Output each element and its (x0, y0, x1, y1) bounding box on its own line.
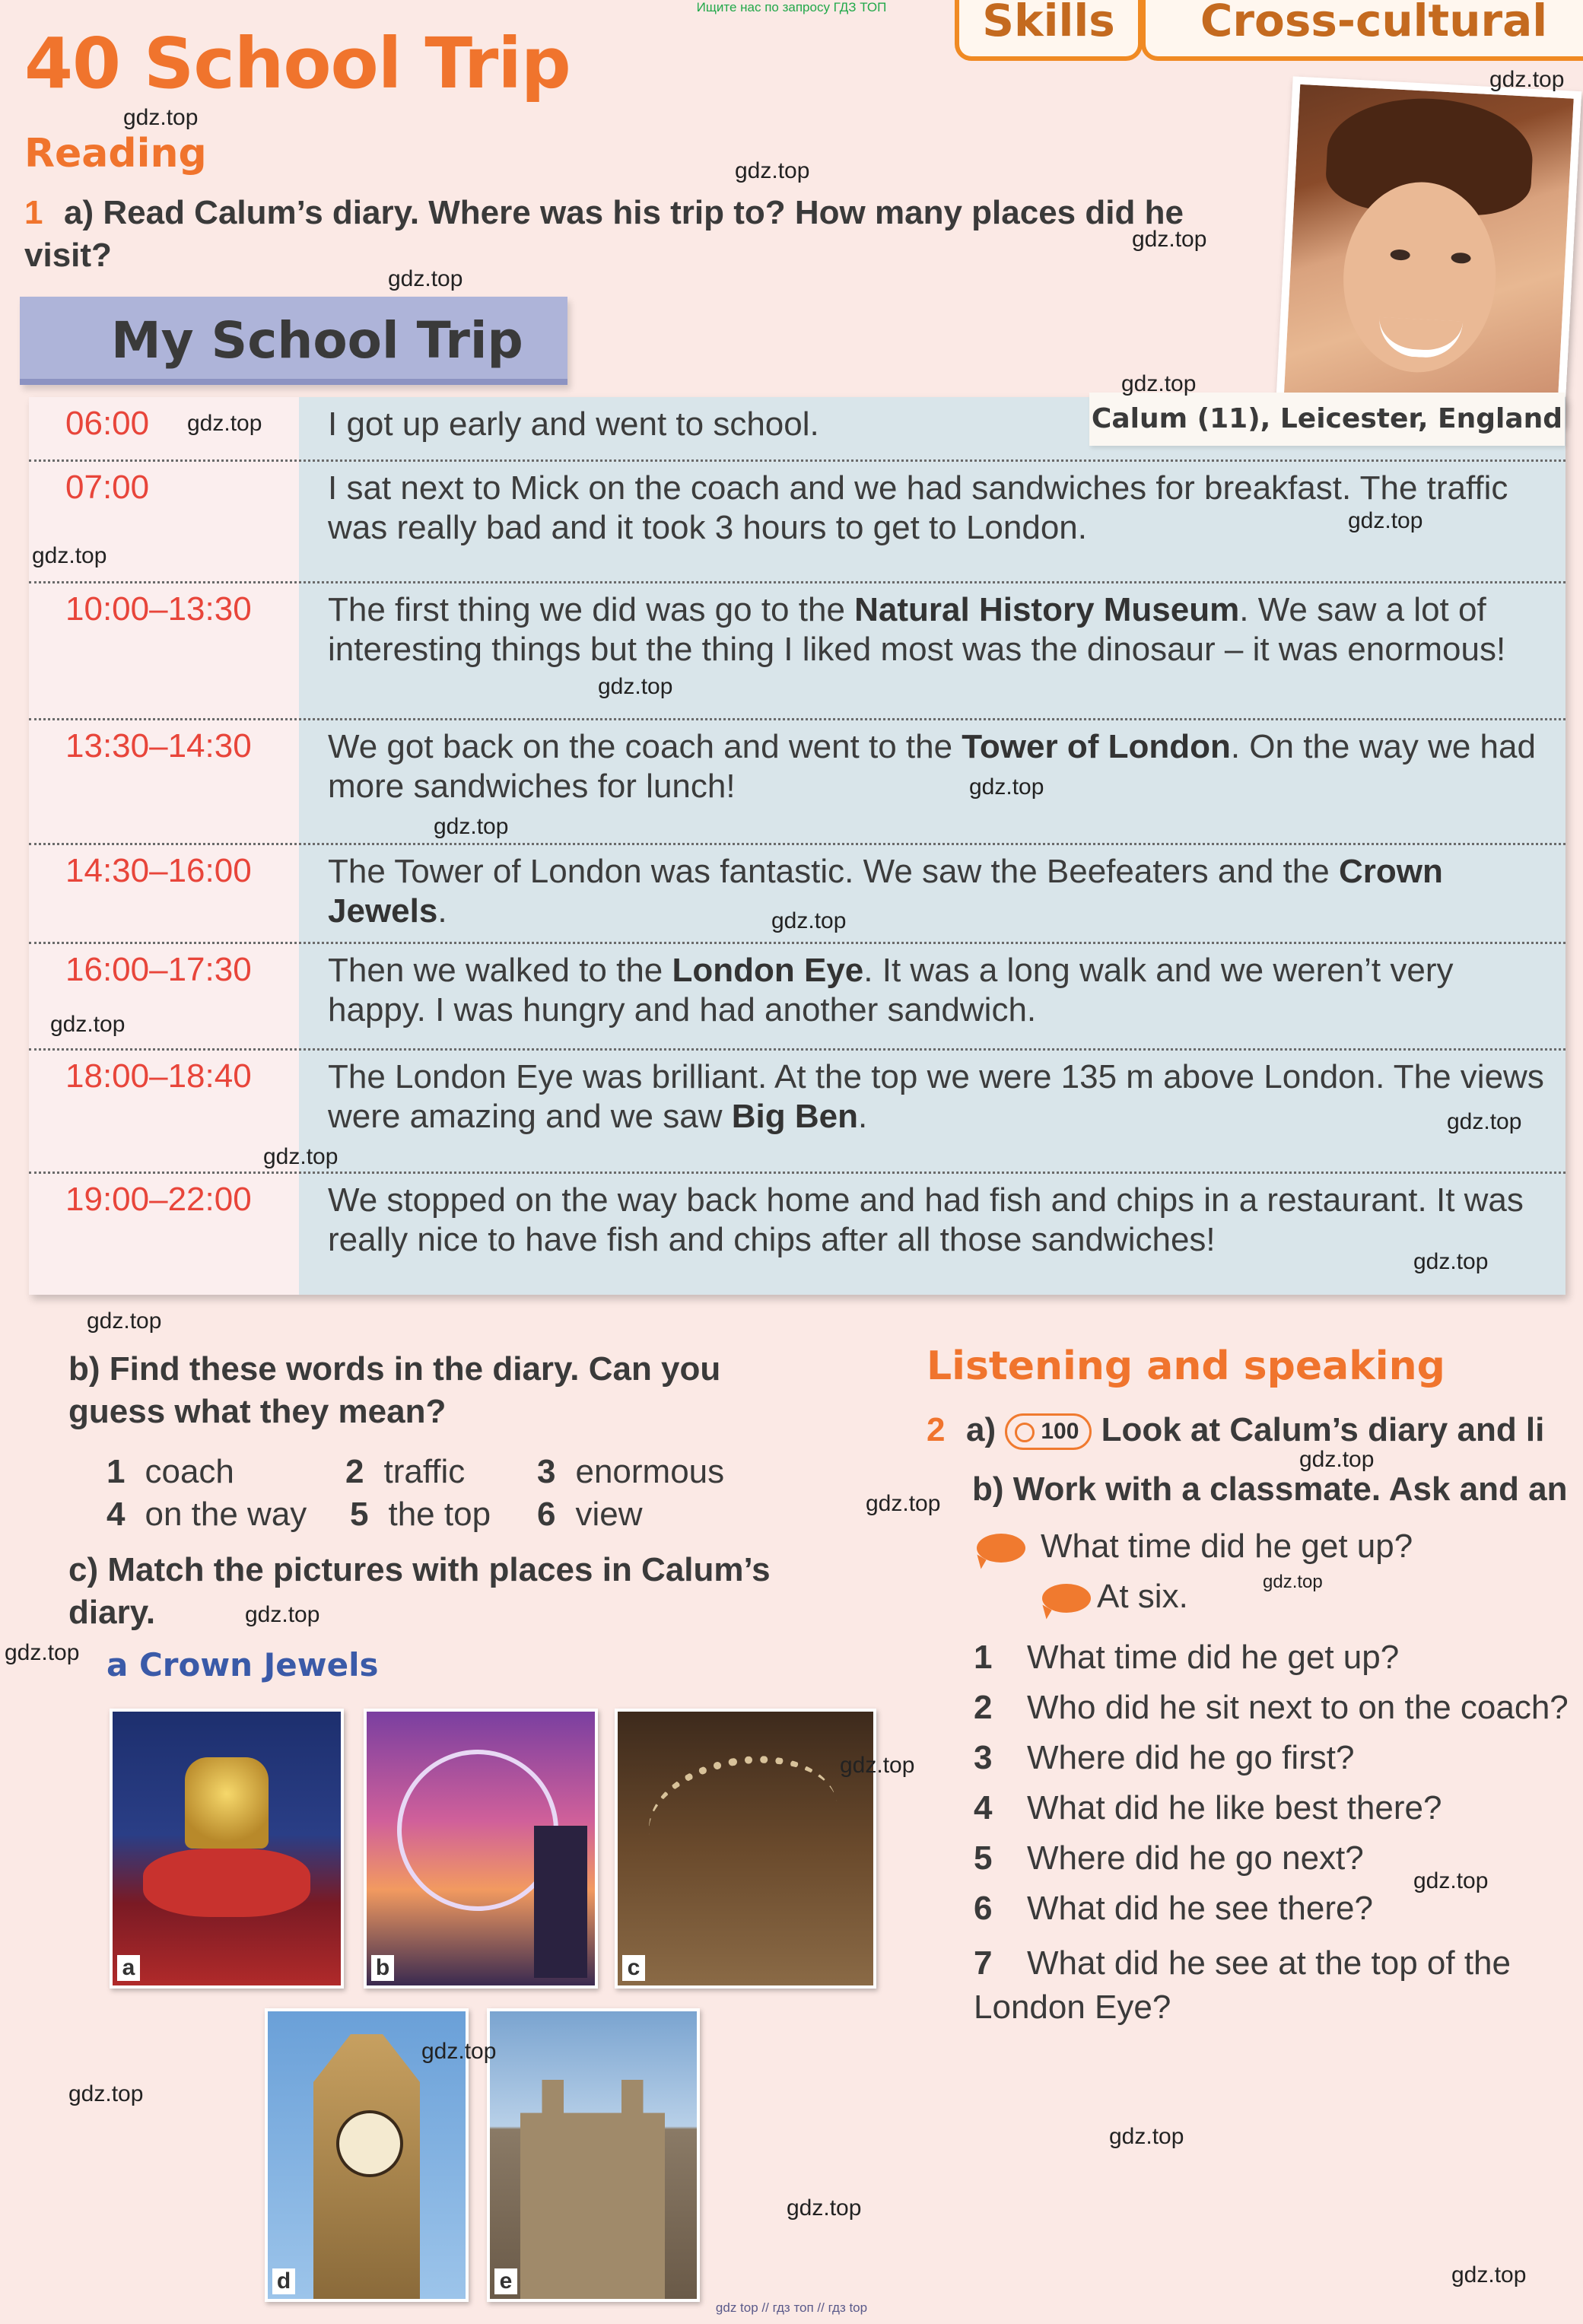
watermark: gdz.top (187, 411, 262, 436)
listening-heading: Listening and speaking (927, 1343, 1445, 1389)
question-text: Look at Calum’s diary and li (1101, 1411, 1545, 1448)
vocab-number: 3 (537, 1453, 556, 1490)
question-text: What did he see there? (1027, 1890, 1373, 1927)
tab-skills[interactable]: Skills (955, 0, 1143, 61)
entry-text: . (437, 892, 447, 930)
watermark: gdz.top (1489, 67, 1565, 92)
diary-time: 07:00 (65, 469, 150, 506)
entry-text: We got back on the coach and went to the (328, 728, 962, 765)
watermark: gdz.top (388, 266, 463, 291)
speaking-question (974, 1739, 1354, 1777)
picture-label: e (494, 2268, 517, 2294)
example-question (977, 1528, 1413, 1566)
question-text: Who did he sit next to on the coach? (1027, 1689, 1569, 1726)
watermark: gdz.top (1413, 1868, 1489, 1893)
top-note[interactable]: Ищите нас по запросу ГДЗ ТОП (696, 0, 887, 14)
question-number: 3 (974, 1739, 993, 1776)
question-2b: b) Work with a classmate. Ask and an (972, 1470, 1568, 1508)
entry-text: . (857, 1098, 868, 1135)
watermark: gdz.top (1109, 2124, 1184, 2149)
diary-entry (328, 852, 1545, 931)
watermark: gdz.top (969, 774, 1044, 800)
question-text: Where did he go first? (1027, 1739, 1355, 1776)
watermark: gdz.top (245, 1602, 320, 1627)
example-reply (1042, 1578, 1188, 1616)
diary-entry (328, 590, 1545, 669)
diary-row (29, 1173, 1566, 1295)
watermark: gdz.top (1348, 508, 1423, 533)
question-number: 2 (927, 1411, 946, 1448)
watermark: gdz.top (87, 1308, 162, 1334)
question-1c: c) Match the pictures with places in Calum’s diary. (68, 1551, 771, 1631)
question-text: What time did he get up? (1027, 1639, 1400, 1676)
question-text: a) Read Calum’s diary. Where was his trip to? How many places did he visit? (24, 194, 1184, 274)
diary-author: Calum (11), Leicester, England (1089, 393, 1565, 446)
clock-icon (336, 2110, 403, 2177)
watermark: gdz.top (1132, 227, 1207, 252)
watermark: gdz.top (787, 2195, 862, 2221)
picture-label: d (272, 2268, 295, 2294)
vocab-item (537, 1453, 765, 1491)
watermark: gdz.top (735, 158, 810, 183)
cd-icon (1015, 1423, 1035, 1442)
diary-time: 10:00–13:30 (65, 590, 252, 628)
entry-text: . We saw a lot of interesting things but the thing I liked most was the dinosaur – it was enormous! (328, 591, 1506, 668)
example-letter: a (106, 1646, 129, 1683)
place-name: Crown Jewels (328, 853, 1443, 930)
diary-entry: I got up early and went to school. (328, 405, 819, 443)
watermark: gdz.top (50, 1012, 126, 1037)
watermark: gdz.top (598, 674, 673, 699)
watermark: gdz.top (123, 105, 199, 130)
entry-text: The London Eye was brilliant. At the top we were 135 m above London. The views were amazing and we saw (328, 1058, 1544, 1135)
question-letter: a) (966, 1411, 997, 1448)
cushion (143, 1849, 310, 1917)
question-number: 5 (974, 1839, 993, 1877)
footer[interactable]: gdz top // гдз топ // гдз top (715, 2300, 868, 2315)
question-number: 7 (974, 1944, 993, 1982)
vocab-number: 5 (350, 1496, 369, 1533)
diary-row (29, 720, 1566, 845)
speaking-question (974, 1941, 1582, 2030)
question-text: What did he like best there? (1027, 1789, 1442, 1826)
example-question-text: What time did he get up? (1041, 1528, 1413, 1565)
entry-text: The first thing we did was go to the (328, 591, 855, 628)
tab-cross-cultural[interactable]: Cross-cultural (1141, 0, 1583, 61)
picture-label: c (622, 1955, 645, 1981)
watermark: gdz.top (1451, 2262, 1527, 2287)
question-1a (24, 192, 1272, 277)
diary-entry (328, 1057, 1545, 1137)
watermark: gdz.top (5, 1640, 80, 1665)
diary-time: 19:00–22:00 (65, 1181, 252, 1218)
vocab-number: 2 (345, 1453, 364, 1490)
speech-bubble-icon (1042, 1584, 1091, 1613)
vocab-number: 4 (106, 1496, 126, 1533)
diary-row (29, 1050, 1566, 1174)
diary-title: My School Trip (20, 297, 567, 385)
picture-label: b (371, 1955, 394, 1981)
entry-text: . On the way we had more sandwiches for lunch! (328, 728, 1536, 805)
audio-track-button[interactable] (1005, 1413, 1092, 1450)
place-name: Big Ben (731, 1098, 858, 1135)
speaking-question (974, 1639, 1399, 1677)
vocab-word: on the way (145, 1496, 307, 1533)
speaking-question (974, 1839, 1364, 1877)
watermark: gdz.top (866, 1491, 941, 1516)
castle-icon (520, 2080, 665, 2300)
picture-crown-jewels[interactable] (110, 1709, 344, 1989)
picture-label: a (117, 1955, 140, 1981)
vocab-item (537, 1496, 765, 1534)
watermark: gdz.top (421, 2039, 497, 2064)
diary-time: 14:30–16:00 (65, 852, 252, 889)
question-2a (927, 1409, 1583, 1451)
entry-text: . It was a long walk and we weren’t very happy. I was hungry and had another sandwich. (328, 952, 1454, 1028)
example-reply-text: At six. (1097, 1578, 1188, 1615)
track-number: 100 (1041, 1419, 1079, 1445)
watermark: gdz.top (1263, 1572, 1323, 1592)
crown-icon (185, 1757, 269, 1849)
vocab-word: enormous (575, 1453, 725, 1490)
entry-text: The Tower of London was fantastic. We saw the Beefeaters and the (328, 853, 1339, 890)
watermark: gdz.top (68, 2081, 144, 2106)
place-name: London Eye (672, 952, 864, 989)
vocab-word: coach (145, 1453, 234, 1490)
question-number: 2 (974, 1689, 993, 1726)
diary-time: 16:00–17:30 (65, 951, 252, 988)
diary-row (29, 461, 1566, 583)
diary-row (29, 583, 1566, 720)
vocab-number: 6 (537, 1496, 556, 1533)
example-text: Crown Jewels (138, 1646, 379, 1683)
vocab-item (106, 1453, 335, 1491)
speaking-question (974, 1890, 1373, 1928)
diary-row (29, 943, 1566, 1051)
speech-bubble-icon (977, 1534, 1025, 1563)
dinosaur-skeleton-icon (639, 1742, 847, 1895)
speaking-question (974, 1689, 1569, 1727)
question-number: 6 (974, 1890, 993, 1927)
picture-dinosaur[interactable] (615, 1709, 876, 1989)
watermark: gdz.top (1299, 1447, 1375, 1472)
watermark: gdz.top (1447, 1109, 1522, 1134)
diary-entry: We stopped on the way back home and had fish and chips in a restaurant. It was really nice to have fish and chips after all those sandwiches! (328, 1181, 1524, 1258)
picture-tower-of-london[interactable] (487, 2008, 700, 2302)
diary-table (29, 397, 1566, 1295)
unit-title: 40 School Trip (24, 23, 571, 104)
vocab-word: traffic (383, 1453, 466, 1490)
diary-time: 18:00–18:40 (65, 1057, 252, 1095)
watermark: gdz.top (1413, 1249, 1489, 1274)
watermark: gdz.top (434, 814, 509, 839)
watermark: gdz.top (771, 908, 847, 933)
calum-photo (1276, 76, 1582, 425)
reading-heading: Reading (24, 131, 207, 176)
place-name: Tower of London (962, 728, 1231, 765)
speaking-question (974, 1789, 1442, 1827)
vocab-word: the top (388, 1496, 491, 1533)
question-text: What did he see at the top of the London Eye? (974, 1944, 1511, 2026)
diary-entry: I sat next to Mick on the coach and we had sandwiches for breakfast. The traffic was really bad and it took 3 hours to get to London. (328, 469, 1508, 546)
question-number: 1 (974, 1639, 993, 1676)
question-text: Where did he go next? (1027, 1839, 1364, 1877)
watermark: gdz.top (1121, 371, 1197, 396)
diary-time: 06:00 (65, 405, 150, 442)
vocab-word: view (575, 1496, 643, 1533)
diary-entry (328, 727, 1545, 806)
question-number: 4 (974, 1789, 993, 1826)
watermark: gdz.top (840, 1753, 915, 1778)
diary-entry (328, 951, 1545, 1030)
buildings (534, 1826, 587, 1978)
vocab-item (106, 1496, 350, 1534)
entry-text: Then we walked to the (328, 952, 672, 989)
watermark: gdz.top (263, 1144, 339, 1169)
watermark: gdz.top (32, 543, 107, 568)
question-number: 1 (24, 194, 43, 231)
vocab-number: 1 (106, 1453, 126, 1490)
place-name: Natural History Museum (854, 591, 1240, 628)
picture-london-eye[interactable] (364, 1709, 598, 1989)
question-1b: b) Find these words in the diary. Can you guess what they mean? (68, 1350, 721, 1430)
diary-time: 13:30–14:30 (65, 727, 252, 765)
example-answer (106, 1646, 378, 1683)
